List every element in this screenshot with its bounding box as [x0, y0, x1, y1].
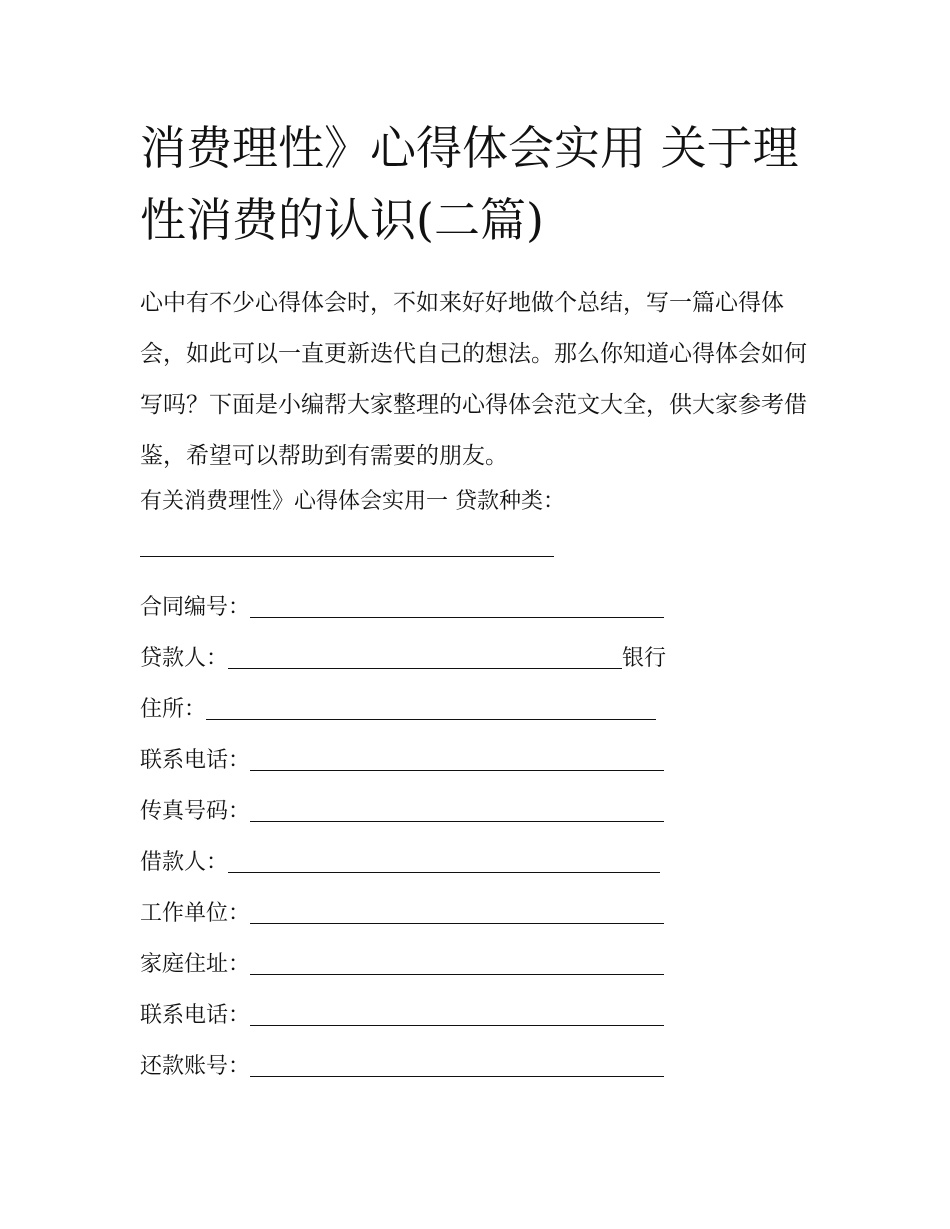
- field-label: 联系电话：: [140, 1003, 251, 1028]
- intro-paragraph: 心中有不少心得体会时，不如来好好地做个总结，写一篇心得体会，如此可以一直更新迭代自己的想法。那么你知道心得体会如何写吗？下面是小编帮大家整理的心得体会范文大全，供大家参考借鉴，希望可以帮助到有需要的朋友。: [140, 290, 807, 469]
- field-repayment-account: [140, 1036, 830, 1087]
- field-label: 传真号码：: [140, 799, 251, 824]
- field-blank: [250, 742, 664, 771]
- field-blank: [250, 1048, 664, 1077]
- field-label: 联系电话：: [140, 748, 251, 773]
- field-blank: [250, 589, 664, 618]
- field-contract-number: [140, 577, 830, 628]
- field-phone-2: [140, 985, 830, 1036]
- field-blank: [250, 793, 664, 822]
- field-label: 借款人：: [140, 850, 229, 875]
- field-address: [140, 679, 830, 730]
- field-blank: [250, 997, 664, 1026]
- field-home-address: [140, 934, 830, 985]
- field-label: 住所：: [140, 697, 207, 722]
- field-blank: [250, 946, 664, 975]
- field-label: 工作单位：: [140, 901, 251, 926]
- field-employer: [140, 883, 830, 934]
- loan-type-blank-line: [140, 556, 554, 557]
- field-blank: [250, 895, 664, 924]
- field-phone: [140, 730, 830, 781]
- field-blank: [206, 691, 656, 720]
- section-heading: 有关消费理性》心得体会实用一 贷款种类：: [140, 489, 565, 514]
- field-label: 合同编号：: [140, 595, 251, 620]
- field-blank: [228, 640, 622, 669]
- field-fax: [140, 781, 830, 832]
- field-borrower: [140, 832, 830, 883]
- field-label: 家庭住址：: [140, 952, 251, 977]
- field-label: 还款账号：: [140, 1054, 251, 1079]
- field-lender: [140, 628, 830, 679]
- form-fields: [140, 577, 830, 1087]
- field-label: 贷款人：: [140, 646, 229, 671]
- field-blank: [228, 844, 660, 873]
- field-suffix-bank: 银行: [622, 646, 667, 671]
- document-title: 消费理性》心得体会实用 关于理性消费的认识(二篇): [140, 121, 799, 247]
